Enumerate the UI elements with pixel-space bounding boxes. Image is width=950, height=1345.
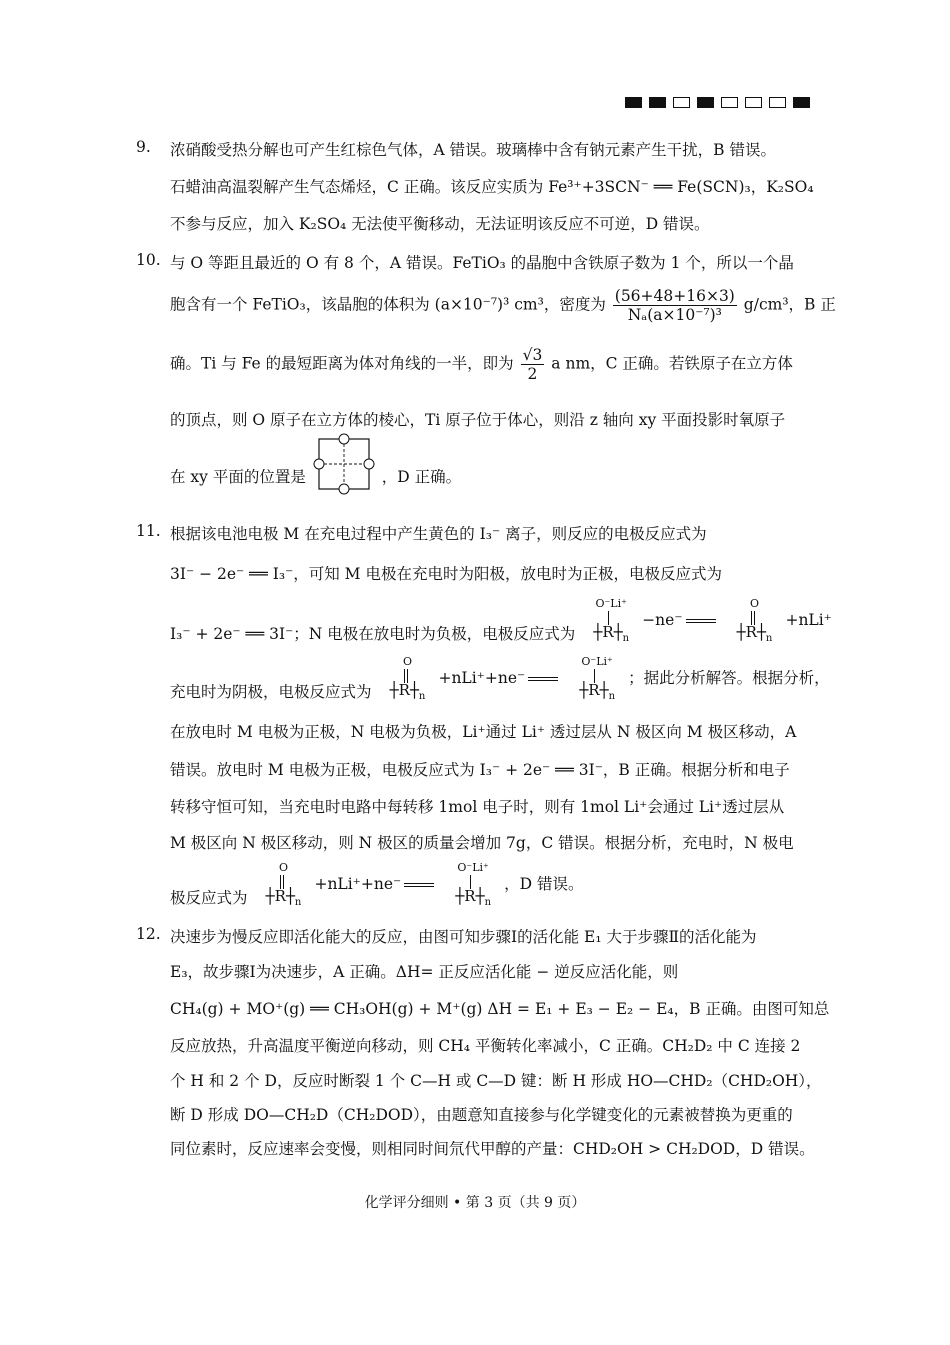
- text-line: 在 xy 平面的位置是 ，D 正确。: [170, 459, 461, 497]
- text-line: 浓硝酸受热分解也可产生红棕色气体，A 错误。玻璃棒中含有钠元素产生干扰，B 错误。: [170, 141, 776, 159]
- text-line: E₃，故步骤Ⅰ为决速步，A 正确。ΔH= 正反应活化能 − 逆反应活化能，则: [170, 963, 679, 981]
- text-line: I₃⁻ + 2e⁻ ══ 3I⁻；N 电极在放电时为负极，电极反应式为 O⁻Li⁺ $┼R┼_n$ −ne⁻ O $┼R┼_n$ +nLi⁺: [170, 597, 832, 644]
- text-line: 极反应式为 O $┼R┼_n$ +nLi⁺+ne⁻ O⁻Li⁺ $┼R┼_n$ ，D 错误。: [170, 861, 584, 908]
- polymer-ionic-unit: O⁻Li⁺ $┼R┼_n$: [593, 597, 630, 644]
- empty-mark: [745, 97, 762, 108]
- text-line: 转移守恒可知，当充电时电路中每转移 1mol 电子时，则有 1mol Li⁺会通过 Li⁺透过层从: [170, 798, 785, 816]
- filled-mark: [649, 97, 666, 108]
- text-line: 胞含有一个 FeTiO₃，该晶胞的体积为 (a×10⁻⁷)³ cm³，密度为 $\frac{(56+48+16\times 3)}{\text{Nₐ(a×10⁻⁷)³}}$ g/cm³，B 正: [170, 287, 836, 324]
- polymer-carbonyl-unit: O $┼R┼_n$: [736, 597, 773, 644]
- xy-projection-diagram: [311, 431, 377, 497]
- density-fraction: $\frac{(56+48+16\times 3)}{\text{Nₐ(a×10⁻⁷)³}}$: [614, 287, 735, 324]
- empty-mark: [769, 97, 786, 108]
- polymer-ionic-unit: O⁻Li⁺ $┼R┼_n$: [579, 655, 616, 702]
- empty-mark: [673, 97, 690, 108]
- text-line: 确。Ti 与 Fe 的最短距离为体对角线的一半，即为 $\frac{√3}{2}$ a nm，C 正确。若铁原子在立方体: [170, 346, 793, 383]
- item-number: 10.: [136, 251, 161, 269]
- polymer-carbonyl-unit: O $┼R┼_n$: [265, 861, 302, 908]
- text-line: 不参与反应，加入 K₂SO₄ 无法使平衡移动，无法证明该反应不可逆，D 错误。: [170, 215, 710, 233]
- text-line: 根据该电池电极 M 在充电过程中产生黄色的 I₃⁻ 离子，则反应的电极反应式为: [170, 525, 707, 543]
- text-line: 3I⁻ − 2e⁻ ══ I₃⁻，可知 M 电极在充电时为阳极，放电时为正极，电极反应式为: [170, 565, 722, 583]
- text-line: 反应放热，升高温度平衡逆向移动，则 CH₄ 平衡转化率减小，C 正确。CH₂D₂ 中 C 连接 2: [170, 1037, 801, 1055]
- polymer-carbonyl-unit: O $┼R┼_n$: [389, 655, 426, 702]
- text-line: 决速步为慢反应即活化能大的反应，由图可知步骤Ⅰ的活化能 E₁ 大于步骤Ⅱ的活化能为: [170, 928, 757, 946]
- item-number: 11.: [136, 522, 161, 540]
- text-line: 的顶点，则 O 原子在立方体的棱心，Ti 原子位于体心，则沿 z 轴向 xy 平面投影时氧原子: [170, 411, 786, 429]
- text-line: 充电时为阴极，电极反应式为 O $┼R┼_n$ +nLi⁺+ne⁻ O⁻Li⁺ $┼R┼_n$ ；据此分析解答。根据分析，: [170, 655, 830, 702]
- text-line: M 极区向 N 极区移动，则 N 极区的质量会增加 7g，C 错误。根据分析，充电时，N 极电: [170, 834, 794, 852]
- filled-mark: [697, 97, 714, 108]
- text-line: 断 D 形成 DO—CH₂D（CH₂DOD），由题意知直接参与化学键变化的元素被替换为更重的: [170, 1106, 793, 1124]
- polymer-ionic-unit: O⁻Li⁺ $┼R┼_n$: [455, 861, 492, 908]
- filled-mark: [625, 97, 642, 108]
- item-number: 12.: [136, 925, 161, 943]
- text-line: 与 O 等距且最近的 O 有 8 个，A 错误。FeTiO₃ 的晶胞中含铁原子数为 1 个，所以一个晶: [170, 254, 794, 272]
- page-footer: 化学评分细则 • 第 3 页（共 9 页）: [364, 1195, 586, 1211]
- sqrt3-over-2-fraction: $\frac{√3}{2}$: [522, 346, 543, 383]
- text-line: 在放电时 M 电极为正极，N 电极为负极，Li⁺通过 Li⁺ 透过层从 N 极区向 M 极区移动，A: [170, 723, 797, 741]
- text-line: CH₄(g) + MO⁺(g) ══ CH₃OH(g) + M⁺(g) ΔH = E₁ + E₃ − E₂ − E₄，B 正确。由图可知总: [170, 1000, 830, 1018]
- text-line: 错误。放电时 M 电极为正极，电极反应式为 I₃⁻ + 2e⁻ ══ 3I⁻，B 正确。根据分析和电子: [170, 761, 790, 779]
- progress-marks: [625, 97, 810, 108]
- text-line: 个 H 和 2 个 D，反应时断裂 1 个 C—H 或 C—D 键：断 H 形成 HO—CHD₂（CHD₂OH），: [170, 1072, 822, 1090]
- text-line: 石蜡油高温裂解产生气态烯烃，C 正确。该反应实质为 Fe³⁺+3SCN⁻ ══ Fe(SCN)₃，K₂SO₄: [170, 178, 814, 196]
- text-line: 同位素时，反应速率会变慢，则相同时间氘代甲醇的产量：CHD₂OH > CH₂DOD，D 错误。: [170, 1140, 815, 1158]
- item-number: 9.: [136, 138, 151, 156]
- empty-mark: [721, 97, 738, 108]
- filled-mark: [793, 97, 810, 108]
